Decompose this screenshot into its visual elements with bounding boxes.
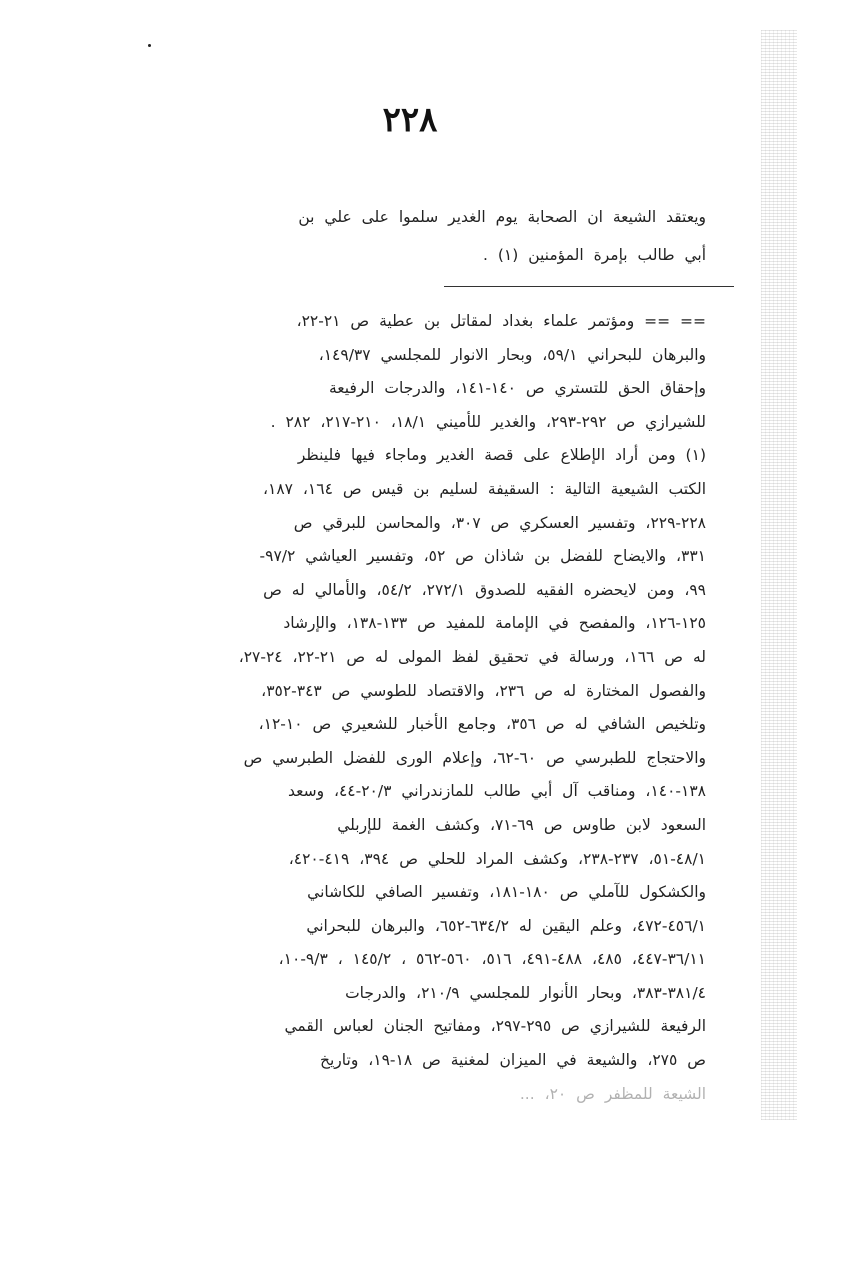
footnote-line: ٣٦/١١-٤٤٧، ٤٨٥، ٤٨٨-٤٩١، ٥١٦، ٥٦٠-٥٦٢ ، ١٤٥/٢ ، ٩/٣-١٠، <box>278 950 706 969</box>
footnote-line: ٣٨١/٤-٣٨٣، وبحار الأنوار للمجلسي ٢١٠/٩، والدرجات <box>345 983 706 1002</box>
main-text-line: ويعتقد الشيعة ان الصحابة يوم الغدير سلموا على علي بن <box>298 208 706 226</box>
footnote-line: ٢٢٨-٢٢٩، وتفسير العسكري ص ٣٠٧، والمحاسن للبرقي ص <box>293 513 706 532</box>
footnote-line: وإحقاق الحق للتستري ص ١٤٠-١٤١، والدرجات الرفيعة <box>329 379 706 398</box>
footnote-line: ١٢٥-١٢٦، والمفصح في الإمامة للمفيد ص ١٣٣-١٣٨، والإرشاد <box>283 614 706 633</box>
footnote-line: والبرهان للبحراني ٥٩/١، وبحار الانوار للمجلسي ١٤٩/٣٧، <box>318 345 706 364</box>
footnote-line: ٤٥٦/١-٤٧٢، وعلم اليقين له ٦٣٤/٢-٦٥٢، والبرهان للبحراني <box>306 916 706 935</box>
footnote-line: ٣٣١، والايضاح للفضل بن شاذان ص ٥٢، وتفسير العياشي ٩٧/٢- <box>259 547 706 566</box>
footnote-line: ص ٢٧٥، والشيعة في الميزان لمغنية ص ١٨-١٩، وتاريخ <box>319 1051 706 1070</box>
footnote-line: الشيعة للمظفر ص ٢٠، ... <box>519 1084 706 1103</box>
footnote-line: الرفيعة للشيرازي ص ٢٩٥-٢٩٧، ومفاتيح الجنان لعباس القمي <box>284 1017 706 1036</box>
footnote-line: وتلخيص الشافي له ص ٣٥٦، وجامع الأخبار للشعيري ص ١٠-١٢، <box>258 715 706 734</box>
footnote-line: له ص ١٦٦، ورسالة في تحقيق لفظ المولى له ص ٢١-٢٢، ٢٤-٢٧، <box>238 647 706 666</box>
page-number: ٢٢٨ <box>382 100 438 140</box>
footnote-line: ٩٩، ومن لايحضره الفقيه للصدوق ٢٧٢/١، ٥٤/٢، والأمالي له ص <box>263 580 706 599</box>
footnote-line: ٤٨/١-٥١، ٢٣٧-٢٣٨، وكشف المراد للحلي ص ٣٩٤، ٤١٩-٤٢٠، <box>288 849 706 868</box>
main-paragraph <box>158 198 706 274</box>
footnote-line: == == ومؤتمر علماء بغداد لمقاتل بن عطية ص ٢١-٢٢، <box>296 312 706 330</box>
main-text-line: أبي طالب بإمرة المؤمنين (١) . <box>483 246 706 264</box>
footnote-line: (١) ومن أراد الإطلاع على قصة الغدير وماجاء فيها فلينظر <box>297 446 706 465</box>
footnote-line: والاحتجاج للطبرسي ص ٦٠-٦٢، وإعلام الورى للفضل الطبرسي ص <box>243 748 706 767</box>
scan-dot <box>148 44 151 47</box>
footnote-line: للشيرازي ص ٢٩٢-٢٩٣، والغدير للأميني ١٨/١، ٢١٠-٢١٧، ٢٨٢ . <box>270 412 706 431</box>
footnote-line: ١٣٨-١٤٠، ومناقب آل أبي طالب للمازندراني ٢٠/٣-٤٤، وسعد <box>287 782 706 801</box>
footnote-line: السعود لابن طاوس ص ٦٩-٧١، وكشف الغمة للإربلي <box>337 815 706 834</box>
footnotes-block <box>158 305 706 1111</box>
footnote-line: الكتب الشيعية التالية : السقيفة لسليم بن قيس ص ١٦٤، ١٨٧، <box>262 479 706 498</box>
footnote-line: والفصول المختارة له ص ٢٣٦، والاقتصاد للطوسي ص ٣٤٣-٣٥٢، <box>261 681 706 700</box>
footnote-line: والكشكول للآملي ص ١٨٠-١٨١، وتفسير الصافي للكاشاني <box>307 883 706 902</box>
scan-edge-noise <box>761 30 797 1120</box>
footnote-separator <box>444 286 734 287</box>
